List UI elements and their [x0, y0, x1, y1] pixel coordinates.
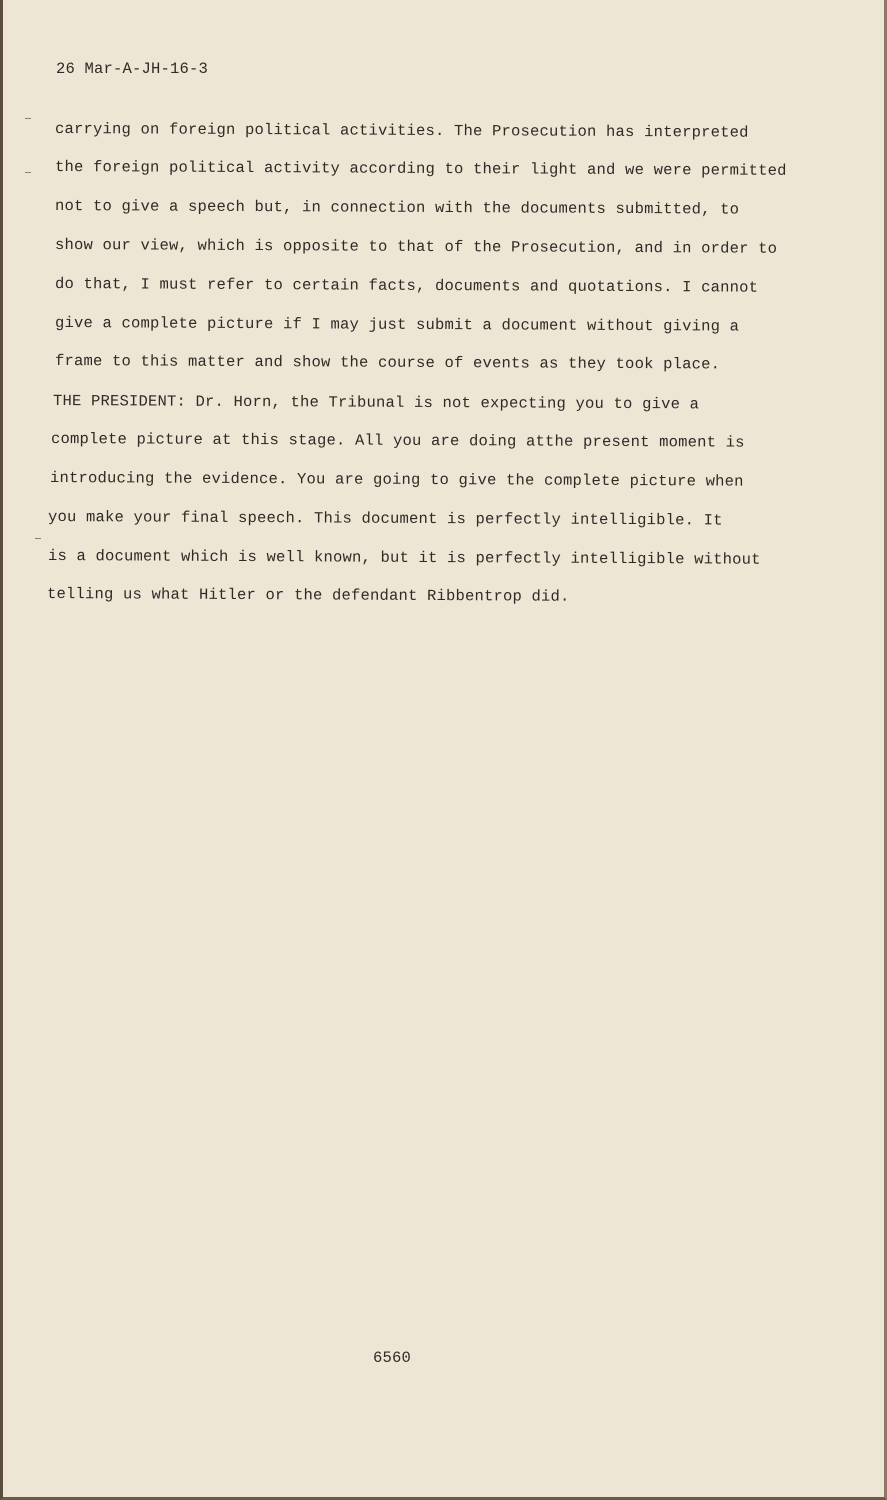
page-number: 6560	[373, 1349, 412, 1367]
margin-mark	[25, 118, 31, 119]
text-line: is a document which is well known, but it is perfectly intelligible without	[47, 547, 761, 569]
text-line: do that, I must refer to certain facts, documents and quotations. I cannot	[54, 275, 759, 297]
text-line: telling us what Hitler or the defendant Ribbentrop did.	[46, 585, 570, 606]
text-line: the foreign political activity according to their light and we were permitted	[54, 158, 787, 180]
text-line: carrying on foreign political activities. The Prosecution has interpreted	[54, 120, 749, 142]
document-header: 26 Mar-A-JH-16-3	[56, 60, 209, 78]
margin-mark	[35, 538, 41, 539]
text-line: complete picture at this stage. All you are doing atthe present moment is	[50, 430, 745, 452]
text-line: show our view, which is opposite to that of the Prosecution, and in order to	[54, 236, 778, 258]
text-line: give a complete picture if I may just submit a document without giving a	[54, 314, 740, 336]
text-line: introducing the evidence. You are going to give the complete picture when	[49, 469, 744, 491]
text-line: not to give a speech but, in connection with the documents submitted, to	[54, 197, 740, 219]
text-line: frame to this matter and show the course of events as they took place.	[54, 352, 721, 374]
text-line: THE PRESIDENT: Dr. Horn, the Tribunal is not expecting you to give a	[52, 392, 700, 414]
text-line: you make your final speech. This document is perfectly intelligible. It	[47, 508, 723, 530]
margin-mark	[25, 172, 31, 173]
